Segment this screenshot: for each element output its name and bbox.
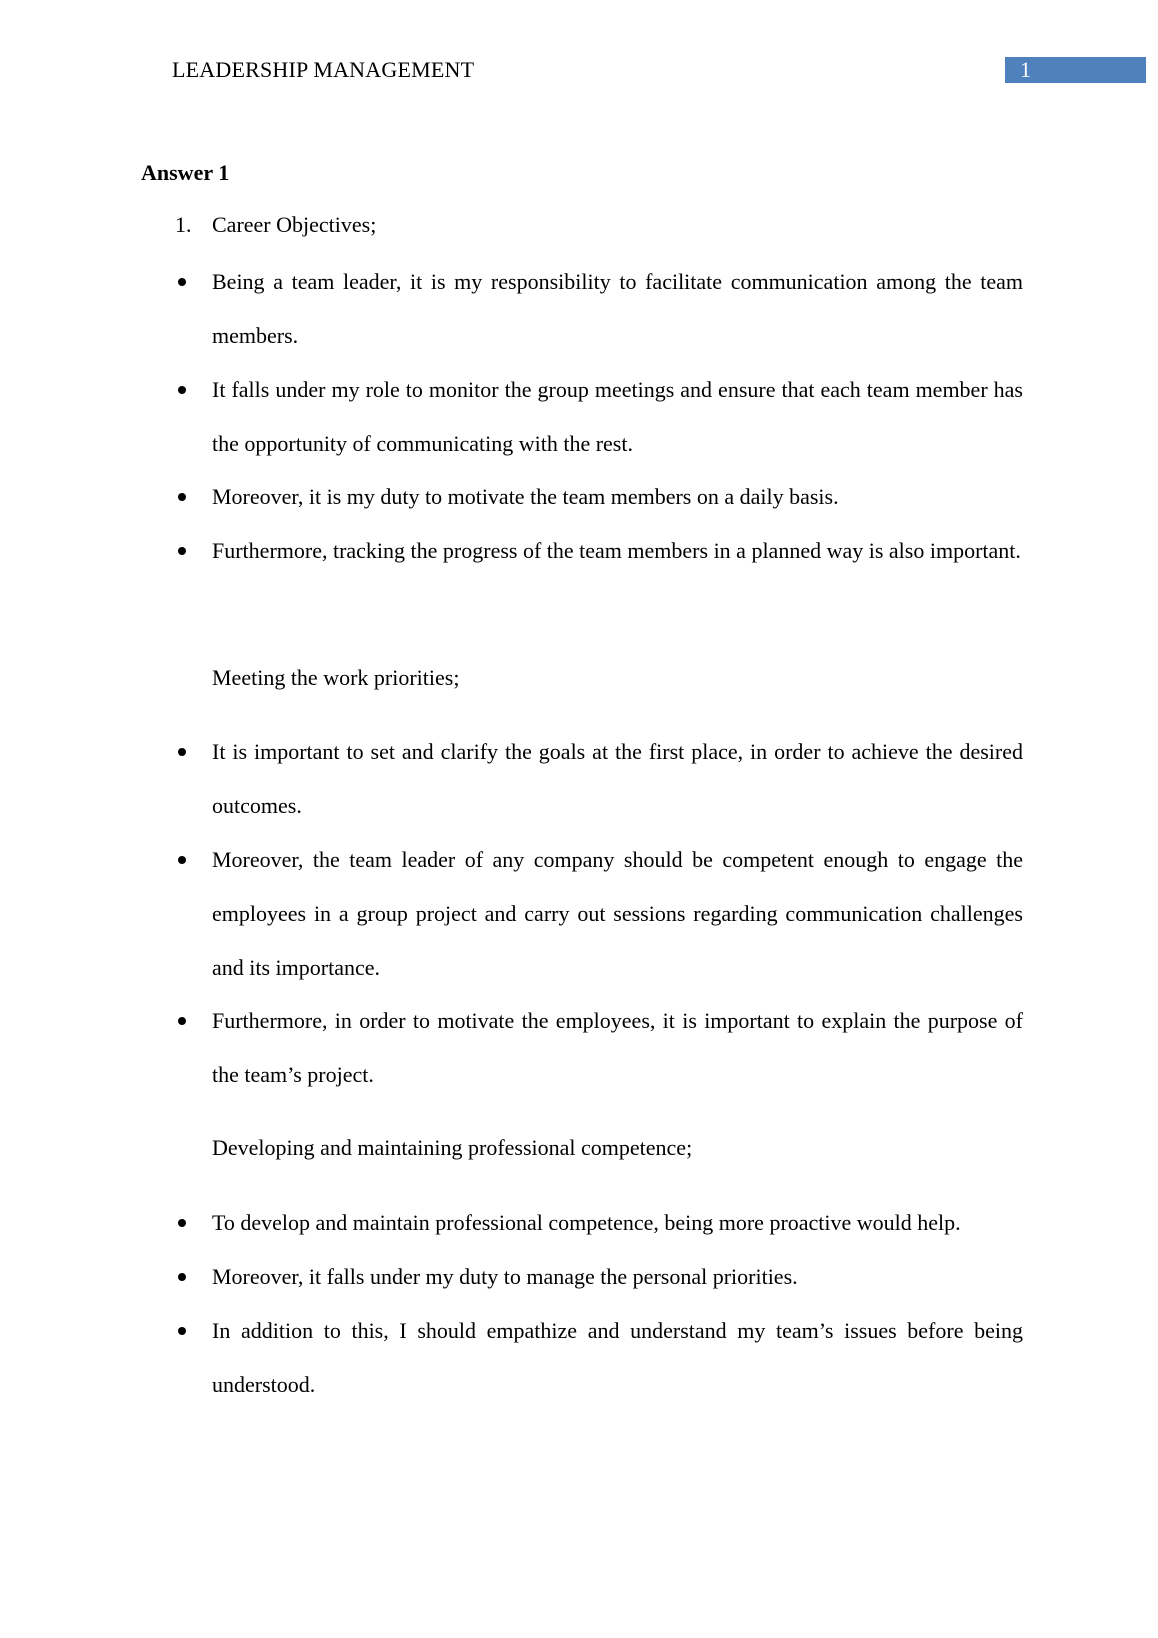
- list-item: [212, 255, 1023, 363]
- bullet-text: Furthermore, in order to motivate the employees, it is important to explain the purpose of the team’s project.: [212, 1008, 1023, 1087]
- numbered-item-label: Career Objectives;: [212, 212, 377, 237]
- bullet-text: Furthermore, tracking the progress of the team members in a planned way is also important.: [212, 538, 1021, 563]
- bullet-text: It falls under my role to monitor the group meetings and ensure that each team member has the opportunity of communicating with the rest.: [212, 377, 1023, 456]
- page-number-badge: [1005, 57, 1146, 83]
- answer-heading: Answer 1: [141, 160, 230, 185]
- bullet-icon: [178, 386, 186, 394]
- page-number: 1: [1020, 57, 1031, 82]
- list-item: [212, 994, 1023, 1102]
- bullet-text: It is important to set and clarify the goals at the first place, in order to achieve the desired outcomes.: [212, 739, 1023, 818]
- bullet-text: Moreover, it is my duty to motivate the team members on a daily basis.: [212, 484, 839, 509]
- numbered-item: [175, 210, 1023, 240]
- bullet-text: To develop and maintain professional competence, being more proactive would help.: [212, 1210, 961, 1235]
- list-item: [212, 524, 1023, 578]
- bullet-icon: [178, 1017, 186, 1025]
- running-header-title: LEADERSHIP MANAGEMENT: [172, 57, 475, 82]
- list-item: [212, 725, 1023, 833]
- bullet-text: Moreover, it falls under my duty to manage the personal priorities.: [212, 1264, 798, 1289]
- bullet-icon: [178, 1327, 186, 1335]
- bullet-text: Being a team leader, it is my responsibility to facilitate communication among the team members.: [212, 269, 1023, 348]
- list-item: [212, 470, 1023, 524]
- list-item: [212, 363, 1023, 471]
- bullet-icon: [178, 856, 186, 864]
- bullet-icon: [178, 1219, 186, 1227]
- list-item: [212, 1304, 1023, 1412]
- bullet-icon: [178, 547, 186, 555]
- bullet-text: Moreover, the team leader of any company should be competent enough to engage the employees in a group project and carry out sessions regarding communication challenges and its importance.: [212, 847, 1023, 980]
- list-number: 1.: [175, 212, 192, 237]
- bullet-icon: [178, 1273, 186, 1281]
- section-label-work-priorities: Meeting the work priorities;: [212, 665, 460, 690]
- list-item: [212, 1196, 1023, 1250]
- bullet-text: In addition to this, I should empathize and understand my team’s issues before being understood.: [212, 1318, 1023, 1397]
- bullet-icon: [178, 748, 186, 756]
- bullet-icon: [178, 493, 186, 501]
- list-item: [212, 833, 1023, 995]
- bullet-icon: [178, 278, 186, 286]
- section-label-competence: Developing and maintaining professional competence;: [212, 1135, 693, 1160]
- list-item: [212, 1250, 1023, 1304]
